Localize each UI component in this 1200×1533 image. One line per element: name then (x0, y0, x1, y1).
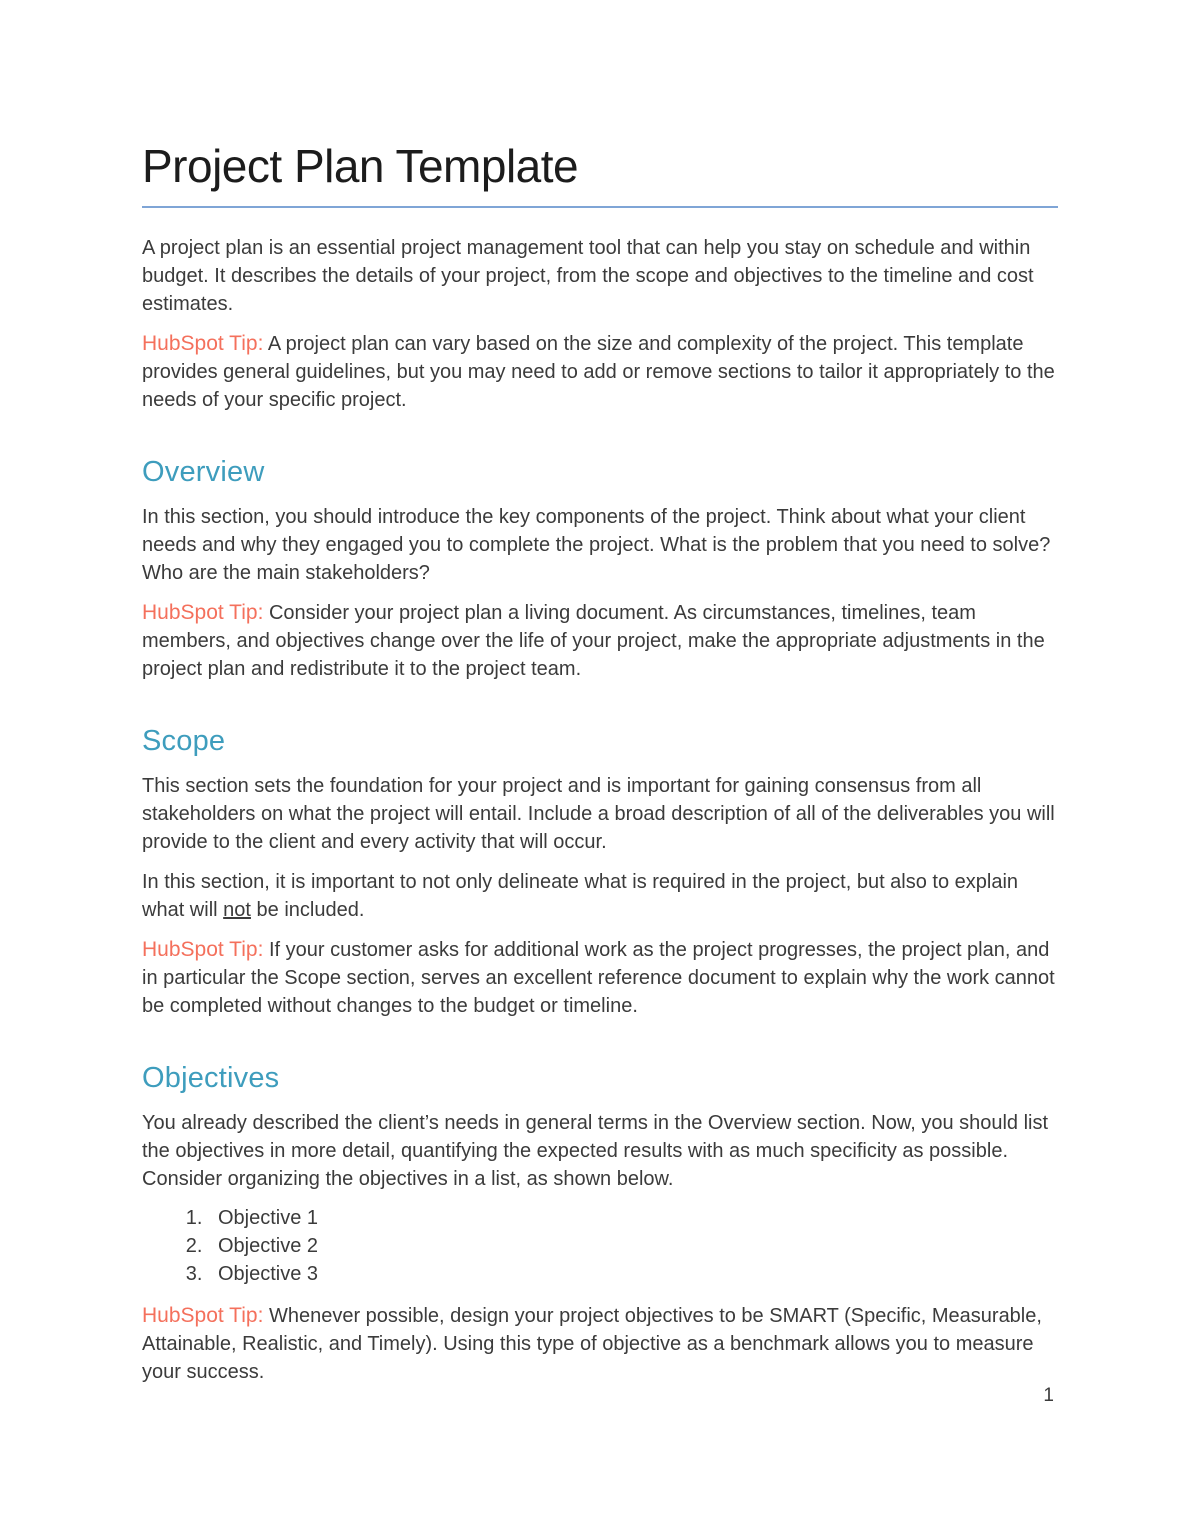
scope-hubspot-tip (142, 936, 1058, 1020)
list-item-objective-3: 3. Objective 3 (208, 1261, 1058, 1288)
objectives-list (142, 1205, 1058, 1288)
hubspot-tip-label: HubSpot Tip: (142, 937, 264, 961)
scope-paragraph-2 (142, 868, 1058, 924)
section-heading-objectives: Objectives (142, 1061, 280, 1094)
scope-paragraph-2-text: In this section, it is important to not only delineate what is required in the project, but also to explain what will (142, 870, 1019, 921)
list-item-objective-2: 2. Objective 2 (208, 1233, 1058, 1260)
objectives-paragraph: You already described the client’s needs in general terms in the Overview section. Now, you should list the objectives in more detail, quantifying the expected results with as much specificity as possible. Consider organizing the objectives in a list, as shown below. (142, 1111, 1049, 1190)
hubspot-tip-text: A project plan can vary based on the size and complexity of the project. This template provides general guidelines, but you may need to add or remove sections to tailor it appropriately to the needs of your specific project. (142, 332, 1055, 411)
hubspot-tip-text: If your customer asks for additional work as the project progresses, the project plan, and in particular the Scope section, serves an excellent reference document to explain why the work cannot be completed without changes to the budget or timeline. (142, 938, 1055, 1017)
objectives-hubspot-tip (142, 1302, 1058, 1386)
scope-underlined-word: not (223, 898, 251, 921)
hubspot-tip-text: Whenever possible, design your project objectives to be SMART (Specific, Measurable, Attainable, Realistic, and Timely). Using this type of objective as a benchmark allows you to measure your success. (142, 1304, 1042, 1383)
scope-paragraph-2-end: be included. (250, 898, 365, 921)
hubspot-tip-text: Consider your project plan a living document. As circumstances, timelines, team members, and objectives change over the life of your project, make the appropriate adjustments in the project plan and redistribute it to the project team. (142, 601, 1045, 680)
scope-paragraph-1: This section sets the foundation for your project and is important for gaining consensus from all stakeholders on what the project will entail. Include a broad description of all of the deliverables you will provide to the client and every activity that will occur. (142, 774, 1055, 853)
overview-hubspot-tip (142, 599, 1058, 683)
page-title: Project Plan Template (142, 141, 1058, 208)
intro-hubspot-tip (142, 330, 1058, 414)
hubspot-tip-label: HubSpot Tip: (142, 600, 264, 624)
list-item-objective-1: 1. Objective 1 (208, 1205, 1058, 1232)
overview-paragraph: In this section, you should introduce the key components of the project. Think about what your client needs and why they engaged you to complete the project. What is the problem that you need to solve? Who are the main stakeholders? (142, 505, 1051, 584)
section-heading-overview: Overview (142, 455, 265, 488)
section-heading-scope: Scope (142, 724, 226, 757)
hubspot-tip-label: HubSpot Tip: (142, 1303, 264, 1327)
page-number: 1 (1043, 1385, 1054, 1406)
intro-paragraph: A project plan is an essential project management tool that can help you stay on schedule and within budget. It describes the details of your project, from the scope and objectives to the timeline and cost estimates. (142, 236, 1034, 315)
hubspot-tip-label: HubSpot Tip: (142, 331, 264, 355)
